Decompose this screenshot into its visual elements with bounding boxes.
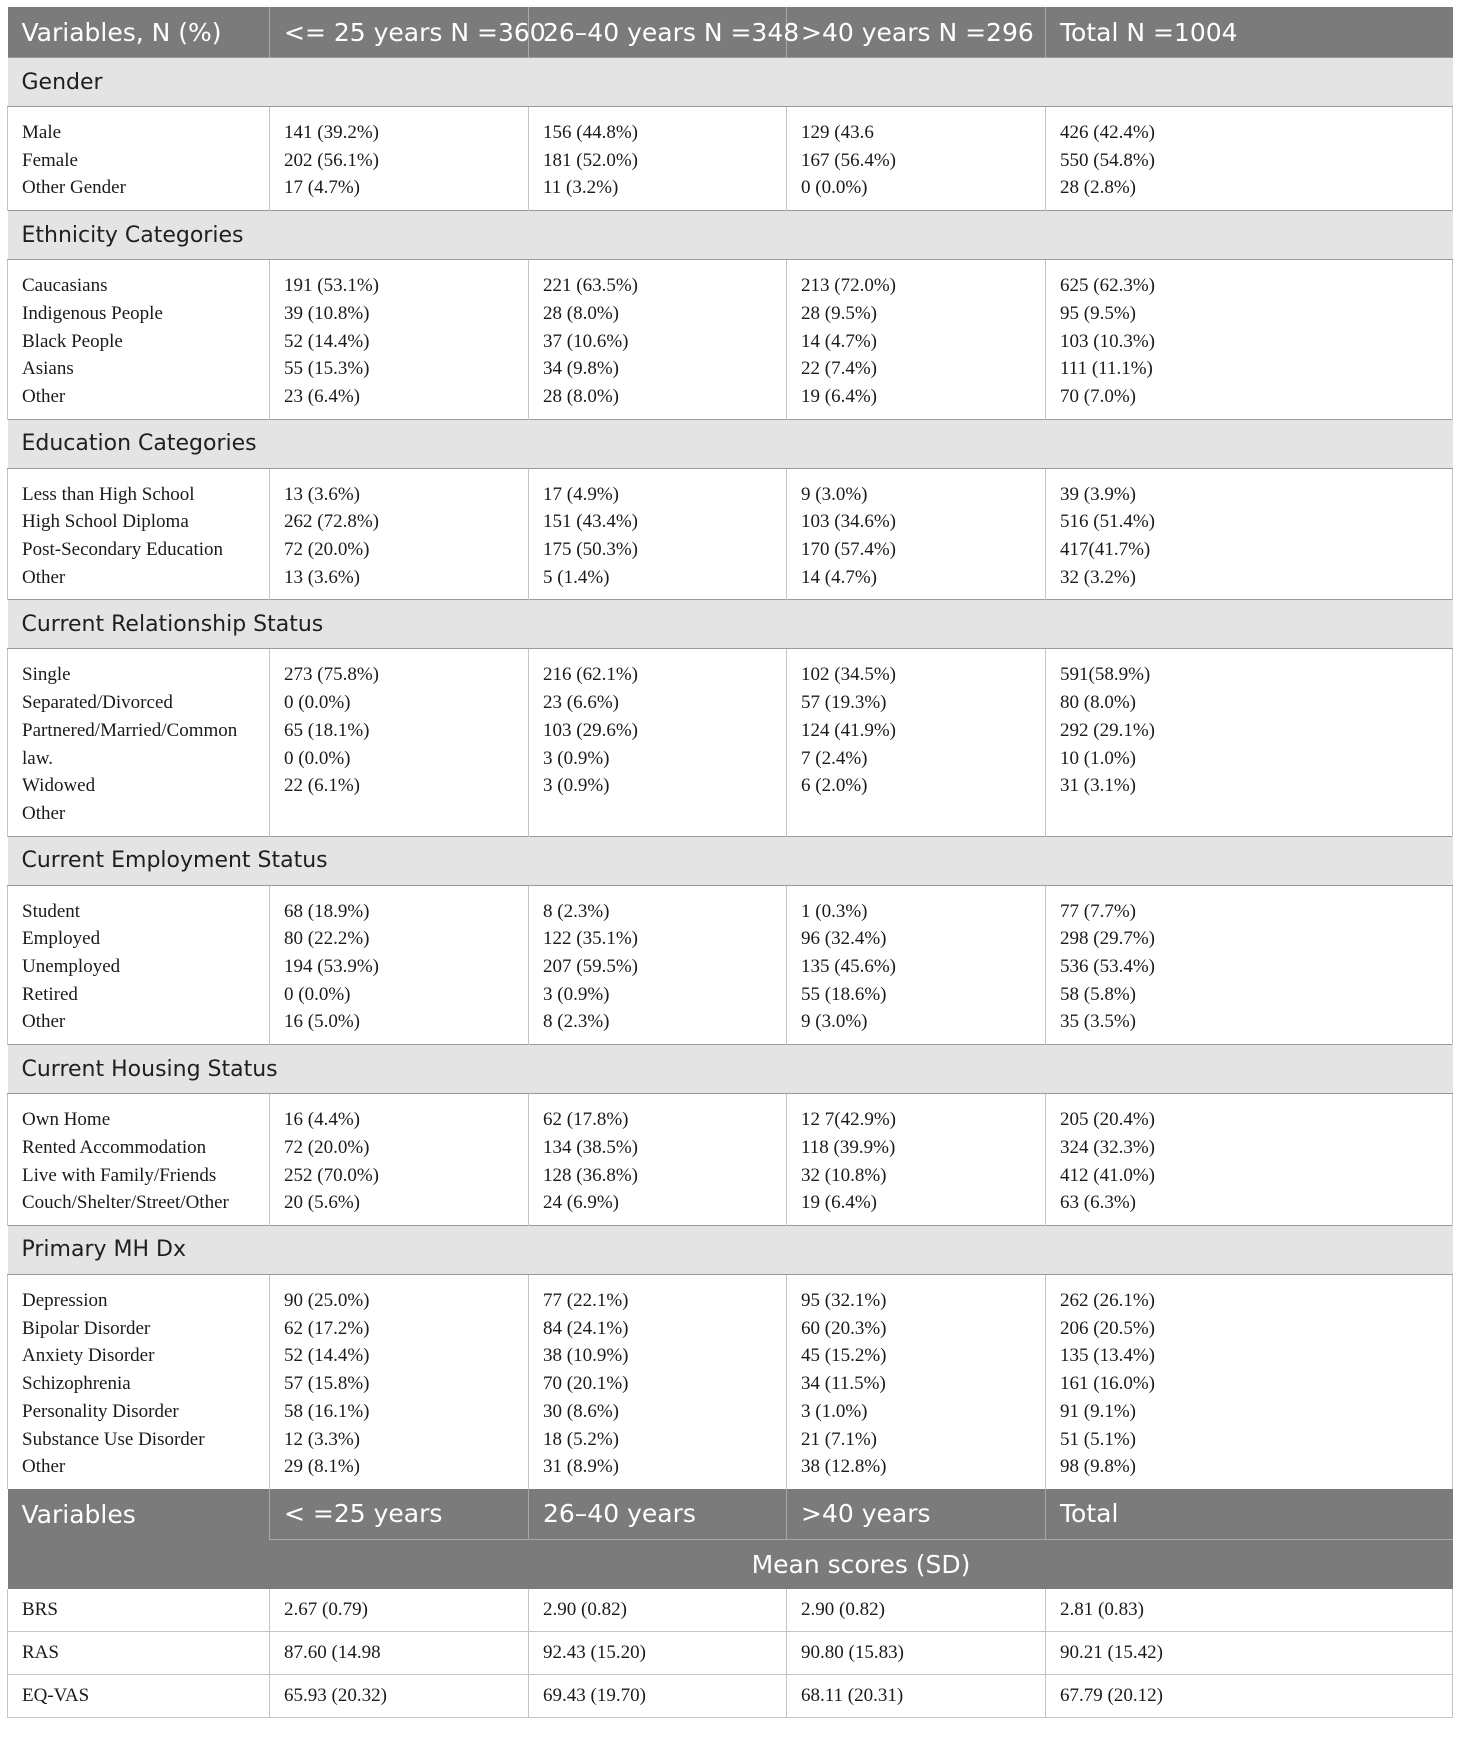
value: 591(58.9%): [1060, 664, 1151, 686]
variable-label: Rented Accommodation: [22, 1136, 207, 1158]
score-value: 90.80 (15.83): [787, 1631, 1046, 1674]
section-data-row: [8, 1094, 1453, 1226]
variable-label: Depression: [22, 1289, 108, 1311]
value: 28 (8.0%): [543, 385, 619, 407]
score-value: 92.43 (15.20): [529, 1631, 787, 1674]
value: 30 (8.6%): [543, 1400, 619, 1422]
value: 80 (22.2%): [284, 928, 370, 950]
variable-label: Employed: [22, 928, 101, 950]
value: 23 (6.4%): [284, 385, 360, 407]
value: 19 (6.4%): [801, 385, 877, 407]
value: 45 (15.2%): [801, 1345, 887, 1367]
value: 111 (11.1%): [1060, 358, 1153, 380]
section-header-row: [8, 600, 1453, 649]
value: 14 (4.7%): [801, 330, 877, 352]
variable-labels-cell: [8, 885, 270, 1045]
values-cell: [270, 649, 529, 836]
value: 151 (43.4%): [543, 511, 638, 533]
value: 12 (3.3%): [284, 1428, 360, 1450]
section-header-row: [8, 58, 1453, 107]
value: 91 (9.1%): [1060, 1400, 1136, 1422]
variable-label: Other Gender: [22, 177, 126, 199]
score-header-row: [8, 1489, 1453, 1540]
value: 202 (56.1%): [284, 149, 379, 171]
score-value: 2.67 (0.79): [270, 1589, 529, 1632]
variable-label: Retired: [22, 983, 78, 1005]
demographics-table: [7, 7, 1453, 1718]
section-header-row: [8, 211, 1453, 260]
score-value: 87.60 (14.98: [270, 1631, 529, 1674]
variable-label: Live with Family/Friends: [22, 1164, 217, 1186]
section-title: Education Categories: [8, 419, 1453, 468]
value: 207 (59.5%): [543, 956, 638, 978]
score-value: 2.90 (0.82): [529, 1589, 787, 1632]
value: 37 (10.6%): [543, 330, 629, 352]
value: 298 (29.7%): [1060, 928, 1155, 950]
values-cell: [787, 885, 1046, 1045]
values-cell: [270, 260, 529, 420]
value: 135 (13.4%): [1060, 1345, 1155, 1367]
value: 22 (6.1%): [284, 775, 360, 797]
variable-label: Other: [22, 566, 66, 588]
value: 191 (53.1%): [284, 275, 379, 297]
score-header-age-over-40: >40 years: [787, 1489, 1046, 1540]
value: 21 (7.1%): [801, 1428, 877, 1450]
variable-labels-cell: [8, 107, 270, 211]
variable-label: Substance Use Disorder: [22, 1428, 205, 1450]
value: 96 (32.4%): [801, 928, 887, 950]
value: 9 (3.0%): [801, 1011, 868, 1033]
value: 84 (24.1%): [543, 1317, 629, 1339]
variable-labels-cell: [8, 649, 270, 836]
value: 3 (0.9%): [543, 983, 610, 1005]
variable-label: Caucasians: [22, 275, 108, 297]
mean-scores-subheader: Mean scores (SD): [270, 1539, 1453, 1589]
value: 292 (29.1%): [1060, 719, 1155, 741]
value: 90 (25.0%): [284, 1289, 370, 1311]
value: 0 (0.0%): [284, 747, 351, 769]
value: 32 (10.8%): [801, 1164, 887, 1186]
value: 103 (29.6%): [543, 719, 638, 741]
value: 8 (2.3%): [543, 1011, 610, 1033]
value: 28 (9.5%): [801, 302, 877, 324]
value: 39 (10.8%): [284, 302, 370, 324]
score-value: 68.11 (20.31): [787, 1674, 1046, 1717]
header-age-over-40: >40 years N =296: [787, 7, 1046, 58]
values-cell: [270, 468, 529, 600]
value: 262 (72.8%): [284, 511, 379, 533]
value: 77 (22.1%): [543, 1289, 629, 1311]
value: 57 (19.3%): [801, 692, 887, 714]
variable-labels-cell: [8, 1094, 270, 1226]
values-cell: [270, 885, 529, 1045]
score-value: 67.79 (20.12): [1046, 1674, 1453, 1717]
value: 129 (43.6: [801, 122, 874, 143]
values-cell: [1046, 1274, 1453, 1488]
values-cell: [270, 107, 529, 211]
value: 63 (6.3%): [1060, 1192, 1136, 1214]
variable-label: Personality Disorder: [22, 1400, 179, 1422]
variable-label: High School Diploma: [22, 511, 189, 533]
section-title: Gender: [8, 58, 1453, 107]
value: 72 (20.0%): [284, 1136, 370, 1158]
value: 8 (2.3%): [543, 900, 610, 922]
value: 65 (18.1%): [284, 719, 370, 741]
score-label: RAS: [8, 1631, 270, 1674]
value: 536 (53.4%): [1060, 956, 1155, 978]
value: 52 (14.4%): [284, 330, 370, 352]
value: 35 (3.5%): [1060, 1011, 1136, 1033]
values-cell: [529, 468, 787, 600]
section-header-row: [8, 1045, 1453, 1094]
value: 62 (17.8%): [543, 1109, 629, 1131]
variable-label: Other: [22, 1456, 66, 1478]
value: 39 (3.9%): [1060, 483, 1136, 505]
value: 14 (4.7%): [801, 566, 877, 588]
section-data-row: [8, 468, 1453, 600]
value: 13 (3.6%): [284, 483, 360, 505]
value: 77 (7.7%): [1060, 900, 1136, 922]
value: 103 (34.6%): [801, 511, 896, 533]
variable-label: Widowed: [22, 775, 96, 797]
value: 118 (39.9%): [801, 1136, 896, 1158]
value: 273 (75.8%): [284, 664, 379, 686]
score-header-variables: Variables: [8, 1489, 270, 1540]
values-cell: [270, 1094, 529, 1226]
values-cell: [787, 260, 1046, 420]
value: 252 (70.0%): [284, 1164, 379, 1186]
variable-label: Own Home: [22, 1109, 111, 1131]
value: 20 (5.6%): [284, 1192, 360, 1214]
value: 6 (2.0%): [801, 775, 868, 797]
value: 31 (3.1%): [1060, 775, 1136, 797]
value: 11 (3.2%): [543, 177, 619, 199]
values-cell: [1046, 885, 1453, 1045]
variable-label: Other: [22, 385, 66, 407]
values-cell: [529, 1094, 787, 1226]
value: 417(41.7%): [1060, 539, 1151, 561]
score-value: 65.93 (20.32): [270, 1674, 529, 1717]
value: 13 (3.6%): [284, 566, 360, 588]
variable-label: Student: [22, 900, 81, 922]
score-value: 90.21 (15.42): [1046, 1631, 1453, 1674]
values-cell: [1046, 107, 1453, 211]
variable-label: Black People: [22, 330, 123, 352]
values-cell: [1046, 468, 1453, 600]
section-title: Primary MH Dx: [8, 1225, 1453, 1274]
values-cell: [787, 107, 1046, 211]
values-cell: [529, 885, 787, 1045]
variable-label: Female: [22, 149, 78, 171]
header-age-26-40: 26–40 years N =348: [529, 7, 787, 58]
score-header-age-25-under: < =25 years: [270, 1489, 529, 1540]
values-cell: [787, 1094, 1046, 1226]
variable-labels-cell: [8, 260, 270, 420]
values-cell: [787, 649, 1046, 836]
value: 10 (1.0%): [1060, 747, 1136, 769]
value: 135 (45.6%): [801, 956, 896, 978]
values-cell: [529, 260, 787, 420]
score-header-age-26-40: 26–40 years: [529, 1489, 787, 1540]
value: 68 (18.9%): [284, 900, 370, 922]
score-label: BRS: [8, 1589, 270, 1632]
value: 221 (63.5%): [543, 275, 638, 297]
value: 175 (50.3%): [543, 539, 638, 561]
value: 22 (7.4%): [801, 358, 877, 380]
values-cell: [1046, 649, 1453, 836]
value: 16 (5.0%): [284, 1011, 360, 1033]
value: 161 (16.0%): [1060, 1373, 1155, 1395]
section-data-row: [8, 260, 1453, 420]
value: 0 (0.0%): [284, 692, 351, 714]
value: 17 (4.7%): [284, 177, 360, 199]
value: 550 (54.8%): [1060, 149, 1155, 171]
value: 262 (26.1%): [1060, 1289, 1155, 1311]
value: 134 (38.5%): [543, 1136, 638, 1158]
mean-scores-subheader-row: [8, 1539, 1453, 1589]
section-title: Ethnicity Categories: [8, 211, 1453, 260]
section-title: Current Relationship Status: [8, 600, 1453, 649]
value: 1 (0.3%): [801, 900, 868, 922]
value: 205 (20.4%): [1060, 1109, 1155, 1131]
value: 31 (8.9%): [543, 1456, 619, 1478]
value: 206 (20.5%): [1060, 1317, 1155, 1339]
value: 57 (15.8%): [284, 1373, 370, 1395]
value: 34 (11.5%): [801, 1373, 886, 1395]
value: 24 (6.9%): [543, 1192, 619, 1214]
section-header-row: [8, 419, 1453, 468]
value: 170 (57.4%): [801, 539, 896, 561]
score-value: 2.81 (0.83): [1046, 1589, 1453, 1632]
variable-label: Separated/Divorced: [22, 692, 173, 714]
variable-label: Asians: [22, 358, 74, 380]
value: 28 (2.8%): [1060, 177, 1136, 199]
variable-labels-cell: [8, 1274, 270, 1488]
section-title: Current Employment Status: [8, 836, 1453, 885]
values-cell: [1046, 1094, 1453, 1226]
value: 3 (0.9%): [543, 775, 610, 797]
value: 34 (9.8%): [543, 358, 619, 380]
variable-label: Other: [22, 1011, 66, 1033]
value: 0 (0.0%): [284, 983, 351, 1005]
value: 58 (16.1%): [284, 1400, 370, 1422]
value: 412 (41.0%): [1060, 1164, 1155, 1186]
value: 426 (42.4%): [1060, 122, 1155, 143]
variable-label: Unemployed: [22, 956, 121, 978]
value: 625 (62.3%): [1060, 275, 1155, 297]
section-data-row: [8, 649, 1453, 836]
value: 51 (5.1%): [1060, 1428, 1136, 1450]
value: 62 (17.2%): [284, 1317, 370, 1339]
value: 194 (53.9%): [284, 956, 379, 978]
value: 0 (0.0%): [801, 177, 868, 199]
section-data-row: [8, 107, 1453, 211]
values-cell: [529, 107, 787, 211]
value: 102 (34.5%): [801, 664, 896, 686]
table-header-row: [8, 7, 1453, 58]
value: 516 (51.4%): [1060, 511, 1155, 533]
variable-label: Single: [22, 664, 71, 686]
values-cell: [787, 1274, 1046, 1488]
value: 324 (32.3%): [1060, 1136, 1155, 1158]
value: 19 (6.4%): [801, 1192, 877, 1214]
value: 128 (36.8%): [543, 1164, 638, 1186]
value: 55 (15.3%): [284, 358, 370, 380]
value: 70 (7.0%): [1060, 385, 1136, 407]
score-row: [8, 1631, 1453, 1674]
section-header-row: [8, 1225, 1453, 1274]
value: 16 (4.4%): [284, 1109, 360, 1131]
values-cell: [787, 468, 1046, 600]
section-data-row: [8, 1274, 1453, 1488]
values-cell: [529, 1274, 787, 1488]
value: 28 (8.0%): [543, 302, 619, 324]
value: 38 (10.9%): [543, 1345, 629, 1367]
variable-label: Anxiety Disorder: [22, 1345, 155, 1367]
variable-label: Schizophrenia: [22, 1373, 131, 1395]
values-cell: [1046, 260, 1453, 420]
score-value: 2.90 (0.82): [787, 1589, 1046, 1632]
score-header-total: Total: [1046, 1489, 1453, 1540]
variable-label: Partnered/Married/Common: [22, 719, 238, 741]
section-data-row: [8, 885, 1453, 1045]
score-row: [8, 1674, 1453, 1717]
values-cell: [270, 1274, 529, 1488]
value: 29 (8.1%): [284, 1456, 360, 1478]
value: 3 (0.9%): [543, 747, 610, 769]
value: 103 (10.3%): [1060, 330, 1155, 352]
value: 12 7(42.9%): [801, 1109, 896, 1131]
value: 213 (72.0%): [801, 275, 896, 297]
score-label: EQ-VAS: [8, 1674, 270, 1717]
variable-label: law.: [22, 747, 53, 769]
score-value: 69.43 (19.70): [529, 1674, 787, 1717]
value: 181 (52.0%): [543, 149, 638, 171]
variable-label: Couch/Shelter/Street/Other: [22, 1192, 229, 1214]
subheader-blank-cell: [8, 1539, 270, 1589]
value: 216 (62.1%): [543, 664, 638, 686]
variable-label: Male: [22, 122, 62, 143]
value: 58 (5.8%): [1060, 983, 1136, 1005]
header-variables: Variables, N (%): [8, 7, 270, 58]
value: 9 (3.0%): [801, 483, 868, 505]
value: 156 (44.8%): [543, 122, 638, 143]
value: 72 (20.0%): [284, 539, 370, 561]
value: 167 (56.4%): [801, 149, 896, 171]
value: 141 (39.2%): [284, 122, 379, 143]
value: 3 (1.0%): [801, 1400, 868, 1422]
value: 122 (35.1%): [543, 928, 638, 950]
value: 70 (20.1%): [543, 1373, 629, 1395]
variable-label: Other: [22, 802, 66, 824]
value: 95 (9.5%): [1060, 302, 1136, 324]
variable-label: Post-Secondary Education: [22, 539, 224, 561]
header-total: Total N =1004: [1046, 7, 1453, 58]
value: 38 (12.8%): [801, 1456, 887, 1478]
value: 17 (4.9%): [543, 483, 619, 505]
value: 95 (32.1%): [801, 1289, 887, 1311]
value: 80 (8.0%): [1060, 692, 1136, 714]
value: 60 (20.3%): [801, 1317, 887, 1339]
values-cell: [529, 649, 787, 836]
value: 55 (18.6%): [801, 983, 887, 1005]
header-age-25-under: <= 25 years N =360: [270, 7, 529, 58]
value: 32 (3.2%): [1060, 566, 1136, 588]
value: 124 (41.9%): [801, 719, 896, 741]
section-header-row: [8, 836, 1453, 885]
variable-labels-cell: [8, 468, 270, 600]
value: 5 (1.4%): [543, 566, 610, 588]
value: 18 (5.2%): [543, 1428, 619, 1450]
variable-label: Indigenous People: [22, 302, 163, 324]
variable-label: Bipolar Disorder: [22, 1317, 151, 1339]
score-row: [8, 1589, 1453, 1632]
value: 52 (14.4%): [284, 1345, 370, 1367]
value: 7 (2.4%): [801, 747, 868, 769]
variable-label: Less than High School: [22, 483, 195, 505]
section-title: Current Housing Status: [8, 1045, 1453, 1094]
value: 23 (6.6%): [543, 692, 619, 714]
value: 98 (9.8%): [1060, 1456, 1136, 1478]
